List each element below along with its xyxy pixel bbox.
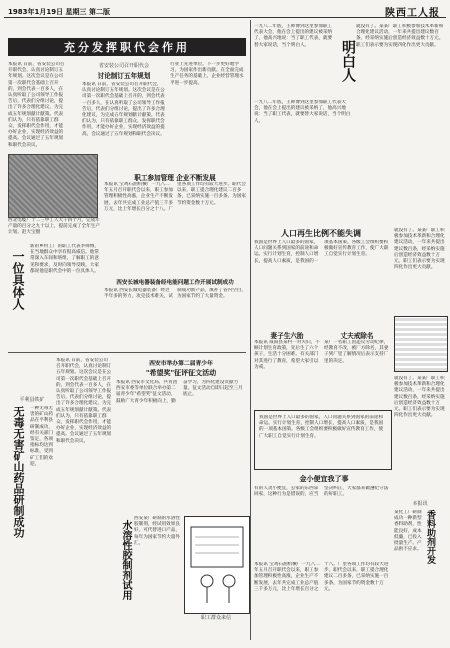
mid-bottom-headline: 西安市举办第二届青少年	[149, 361, 213, 367]
cartoon-illustration	[184, 516, 250, 614]
framed-story-body: 我国是世界上人口最多的国家，人口问题关系到国家的前途和命运。实行计划生育，控制人口增长，提高人口素质，是我国的一项基本国策。各级工会组织要积极做好宣传教育工作，使广大职工自觉实行计划生育。	[259, 415, 384, 439]
masthead	[4, 4, 446, 18]
photo-caption: 西北电缆厂十二三中工人大干四个月，完成年产量的百分之九十以上，提前完成了全年生产计划。赵大宝摄	[8, 218, 100, 236]
boxed-notice	[394, 316, 448, 372]
cartoon-caption: 职工群众来信	[200, 615, 231, 621]
photo-factory	[8, 154, 98, 218]
shoe-body: 本报讯 西安长城电器装备厂经过半年多的努力，攻克技术难关，试制成功新产品，填补了省内空白，为国家节约了大量资金。	[104, 288, 246, 300]
mid-bottom-subhead: "希望奖"征评征文活动	[145, 369, 217, 377]
left-feature-title: 一位具体人	[11, 250, 25, 310]
lead-body-2: 本报讯 日前，省安装公司召开职代会，认真讨论制订五年规划。这次会议是在公司第一次职代会基础上召开的，到会代表一百多人，在认真听取了公司领导工作报告后，代表们分组讨论，提出了许多合理化建议，为完成五年规划献计献策。代表们认为，只有依靠职工群众，发挥职代会作用，才能办好企业，实现经济效益的提高。会议通过了五年规划和职代会决议。	[82, 82, 165, 137]
column2-body: 本报讯 宝鸡石油机械厂一九八二年五月召开职代会以来，职工参加管理积极性高涨，企业生产不断发展，去年共完成工业总产值三千多万元，比上年增长百分之十八。厂里各项工作均有较大进步。职代会以来，职工提合理化建议二百多条，已采纳实施一百多条，为国家节约资金数十万元。	[104, 182, 246, 212]
lead-body: 本报讯 日前，省安装公司召开职代会，认真讨论制订五年规划。这次会议是在公司第一次职代会基础上召开的，到会代表一百多人，在认真听取了公司领导工作报告后，代表们分组讨论，提出了许多合理化建议，为完成五年规划献计献策。代表们认为，只有依靠职工群众，发挥职代会作用，才能办好企业，实现经济效益的提高。会议通过了五年规划和职代会决议。	[8, 62, 65, 148]
column-divider	[250, 20, 251, 640]
small-ad-title: 金小便宜我了事	[299, 475, 349, 483]
feature-intro: 一九八二年底，王师傅到这里参加职工代表大会，他在会上提出的建议被采纳了，他高兴地说：当了职工代表，就要替大家说话，当个明白人。	[254, 24, 333, 48]
masthead-brand: 陕西工人报	[385, 8, 440, 19]
feature-title: 明白人	[340, 40, 356, 82]
feature-body: 一九八二年底，王师傅到这里参加职工代表大会，他在会上提出的建议被采纳了，他高兴地说：当了职工代表，就要替大家说话，当个明白人。	[254, 100, 351, 124]
right-col-lower: 就没有了。某某厂职工积极参加技术革新和合理化建议活动，一年来共提出建议数百条，经采纳实施后创造经济效益数十万元。职工们表示要为实现四化作出更大贡献。	[394, 228, 445, 271]
section-divider	[8, 352, 246, 353]
lead-headline: 讨论制订五年规划	[97, 72, 151, 80]
right-col-more: 就没有了。某某厂职工积极参加技术革新和合理化建议活动，一年来共提出建议数百条，经采纳实施后创造经济效益数十万元。职工们表示要为实现四化作出更大贡献。	[394, 376, 445, 419]
shoe-headline: 西安长城电器装备经电能问题工作开展试制成功	[116, 280, 234, 286]
masthead-date: 1983年1月19日 星期三 第二版	[8, 8, 110, 16]
column-lower-left: 本报讯 日前，省安装公司召开职代会，认真讨论制订五年规划。这次会议是在公司第一次职代会基础上召开的，到会代表一百多人，在认真听取了公司领导工作报告后，代表们分组讨论，提出了许多合理化建议，为完成五年规划献计献策。代表们认为，只有依靠职工群众，发挥职代会作用，才能办好企业，实现经济效益的提高。会议通过了五年规划和职代会决议。	[56, 358, 112, 444]
framed-story	[254, 410, 392, 470]
left-bottom-kicker: 平利县铁矿	[19, 397, 45, 403]
right-column-body: 就没有了。某某厂职工积极参加技术革新和合理化建议活动，一年来共提出建议数百条，经采纳实施后创造经济效益数十万元。职工们表示要为实现四化作出更大贡献。	[356, 24, 444, 48]
population-body: 我国是世界上人口最多的国家，人口问题关系到国家的前途和命运。实行计划生育，控制人口增长，提高人口素质，是我国的一项基本国策。各级工会组织要积极做好宣传教育工作，使广大职工自觉实行计划生育。	[254, 240, 389, 264]
column2-headline: 职工参加管理 企业不断发展	[134, 174, 216, 182]
left-bottom2-title: 水溶性胶制剂试用	[120, 520, 131, 600]
couple-body: 某厂一名职工因违反劳动纪律，经教育不改，被厂方除名，其妻子到厂里了解情况后表示支持厂里的决定。	[324, 340, 389, 364]
population-headline: 人口再生比例不能失调	[281, 229, 361, 238]
left-bottom2-body: 西安某厂研制的水溶性胶制剂，经试用效果良好，可代替进口产品，每年为国家节约大量外汇。	[134, 516, 180, 546]
bottom-right-title: 香料助剂开发	[425, 510, 435, 564]
left-feature-body: 新的乡村工厂的职工代表李师傅，在当地群众中享有很高威信。他常常深入车间和班组，了解职工的意见和要求，及时向领导反映。大家都说他是职代会中的一位具体人。	[30, 244, 99, 274]
column3-body: 行业上先进单位。下一步更好地学习，为国家作出新贡献。在全面完成生产任务的基础上，企业经营管理水平进一步提高。	[170, 62, 244, 86]
mid-bottom-body: 本报讯 西安市文化局、共青团西安市委等单位联合举办第二届青少年"希望奖"征文活动，鼓励广大青少年积极向上，勤奋学习，为四化建设贡献力量。征文活动自即日起至三月底止。	[116, 380, 243, 404]
bottom-right-kicker: 本报讯	[412, 501, 428, 507]
small-ad-body: 有的人贪小便宜，公家的东西拿回家，这种行为是错误的，应当坚决纠正，大家都来做遵纪守法的好职工。	[254, 486, 389, 498]
cartoon-drawing	[185, 517, 249, 613]
lead-kicker: 省安装公司召开职代会	[98, 63, 149, 69]
left-bottom-body: 一种无毒无害的矿山药品在平利县研制成功，经有关部门鉴定，各项指标均达到标准，受到矿工们的欢迎。	[30, 406, 53, 467]
left-bottom-title: 无毒无害矿山药品研制成功	[12, 406, 25, 538]
lead-banner: 充分发挥职代会作用	[8, 38, 246, 56]
six-births-body: 本报讯 咸阳县某村一对夫妇，不顾计划生育政策，先后生了六个孩子，生活十分困难。有关部门对其进行了教育，希望大家引以为戒。	[254, 340, 320, 370]
bottom-right-body: 某化工厂研制成功一种新型香料助剂，性能良好，成本低廉，已投入批量生产。产品供不应求。	[394, 510, 422, 553]
couple-title: 丈夫戒除名	[340, 332, 374, 340]
six-births-title: 妻子生六胎	[270, 332, 304, 340]
bottom-body: 本报讯 宝鸡石油机械厂一九八二年五月召开职代会以来，职工参加管理积极性高涨，企业生产不断发展，去年共完成工业总产值三千多万元，比上年增长百分之十八。厂里各项工作均有较大进步。职代会以来，职工提合理化建议二百多条，已采纳实施一百多条，为国家节约资金数十万元。	[254, 562, 389, 592]
